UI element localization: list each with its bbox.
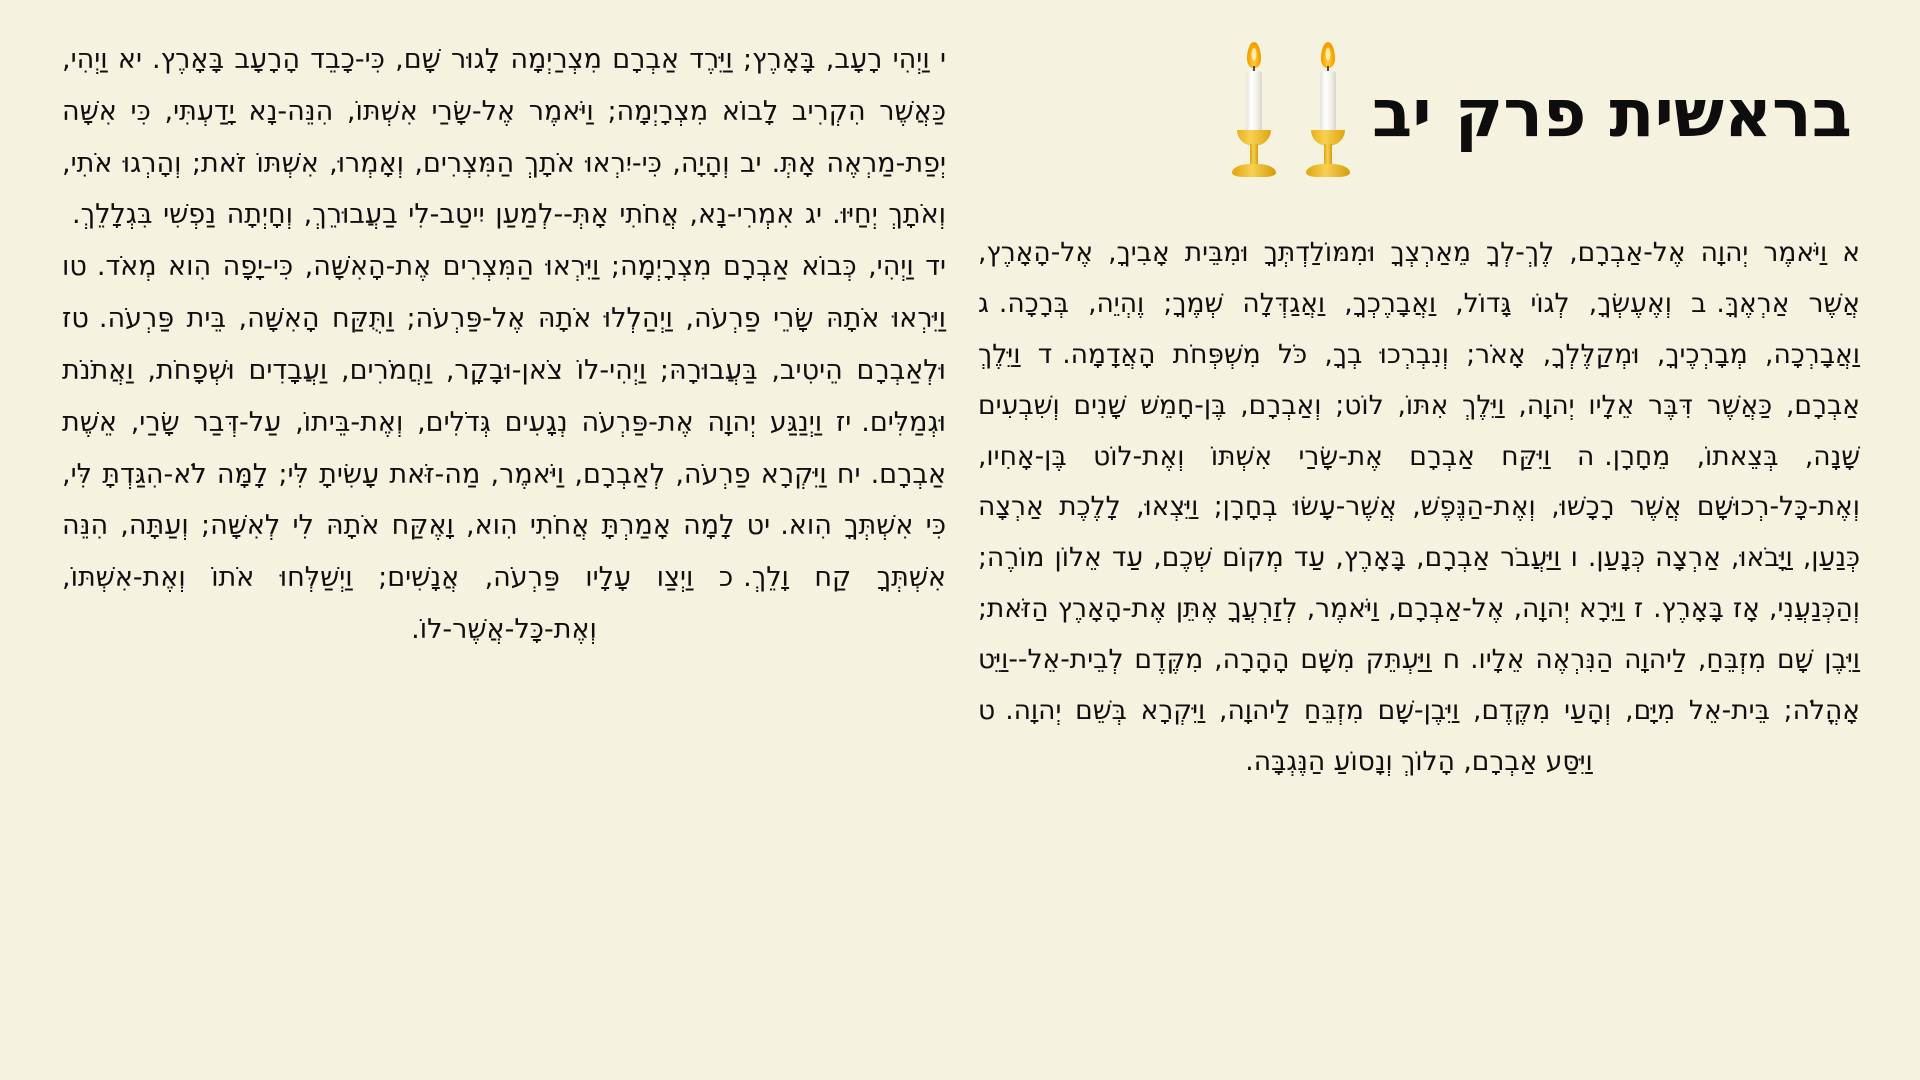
verse-number: ה <box>1576 440 1595 472</box>
page-title: בראשית פרק יב <box>1372 74 1852 152</box>
candle-holder-stem-icon <box>1250 144 1258 166</box>
verses-right <box>978 228 1860 788</box>
verse-text: וַיִּקַּח אַבְרָם אֶת-שָׂרַי אִשְׁתּוֹ וְאֶת-לוֹט בֶּן-אָחִיו, וְאֶת-כָּל-רְכוּשָׁם אֲשֶׁר רָכָשׁוּ, וְאֶת-הַנֶּפֶשׁ, אֲשֶׁר-עָשׂוּ בְחָרָן; וַיֵּצְאוּ, לָלֶכֶת אַרְצָה כְּנַעַן, וַיָּבֹאוּ, אַרְצָה כְּנָעַן. <box>978 440 1860 574</box>
verse-text: וַיְהִי רָעָב, בָּאָרֶץ; וַיֵּרֶד אַבְרָם מִצְרַיְמָה לָגוּר שָׁם, כִּי-כָבֵד הָרָעָב בָּאָרֶץ. <box>152 44 930 75</box>
verse-separator <box>1460 635 1470 686</box>
verse-number: כ <box>718 562 734 594</box>
verse-number: טז <box>62 303 89 335</box>
verse-text: וַיְנַגַּע יְהוָה אֶת-פַּרְעֹה נְגָעִים גְּדֹלִים, וְאֶת-בֵּיתוֹ, עַל-דְּבַר שָׂרַי, אֵשֶׁת אַבְרָם. <box>62 406 946 490</box>
verse-number: ב <box>1691 287 1707 319</box>
verse-separator <box>861 449 871 501</box>
candle-stick-icon <box>1320 71 1336 133</box>
verse-number: יב <box>739 147 762 179</box>
verse-text: וַיִּקְרָא פַרְעֹה, לְאַבְרָם, וַיֹּאמֶר, מַה-זֹּאת עָשִׂיתָ לִּי; לָמָּה לֹא-הִגַּדְתָּ לִּי, כִּי אִשְׁתְּךָ הִוא. <box>62 458 946 542</box>
verse-text: אִמְרִי-נָא, אֲחֹתִי אָתְּ--לְמַעַן יִיטַב-לִי בַעֲבוּרֵךְ, וְחָיְתָה נַפְשִׁי בִּגְלָלֵךְ. <box>72 199 795 231</box>
verse-separator <box>733 552 743 604</box>
verse-separator <box>1706 279 1716 330</box>
document-header <box>978 34 1860 194</box>
column-right <box>960 34 1880 788</box>
verse-text: וַיַּעֲבֹר אַבְרָם, בָּאָרֶץ, עַד מְקוֹם שְׁכֶם, עַד אֵלוֹן מוֹרֶה; וְהַכְּנַעֲנִי, אָז בָּאָרֶץ. <box>978 542 1860 625</box>
verse-number: יג <box>804 199 823 231</box>
candle-holder-base-icon <box>1306 164 1350 177</box>
candle-holder-base-icon <box>1232 164 1276 177</box>
verse-separator <box>87 241 97 293</box>
verse-text: וַיֵּרָא יְהוָה, אֶל-אַבְרָם, וַיֹּאמֶר, לְזַרְעֲךָ אֶתֵּן אֶת-הָאָרֶץ הַזֹּאת; וַיִּבֶן שָׁם מִזְבֵּחַ, לַיהוָה הַנִּרְאֶה אֵלָיו. <box>978 593 1860 675</box>
verse-number: א <box>1842 237 1860 268</box>
verse-text: לָמָה אָמַרְתָּ אֲחֹתִי הִוא, וָאֶקַּח אֹתָהּ לִי לְאִשָּׁה; וְעַתָּה, הִנֵּה אִשְׁתְּךָ קַח וָלֵךְ. <box>62 510 946 594</box>
verse-text: וַיֹּאמֶר יְהוָה אֶל-אַבְרָם, לֶךְ-לְךָ מֵאַרְצְךָ וּמִמּוֹלַדְתְּךָ וּמִבֵּית אָבִיךָ, אֶל-הָאָרֶץ, אֲשֶׁר אַרְאֶךָּ. <box>978 237 1860 319</box>
verse-text: וַיִּרְאוּ אֹתָהּ שָׂרֵי פַרְעֹה, וַיְהַלְלוּ אֹתָהּ אֶל-פַּרְעֹה; וַתֻּקַּח הָאִשָּׁה, בֵּית פַּרְעֹה. <box>98 303 946 335</box>
verse-separator <box>762 138 772 190</box>
candle-flame-icon <box>1321 42 1335 68</box>
verse-separator <box>62 189 72 241</box>
verse-separator <box>822 189 832 241</box>
verse-number: ו <box>1570 542 1578 574</box>
candle-stick-icon <box>1246 71 1262 133</box>
verse-separator <box>995 686 1005 737</box>
verse-number: יד <box>925 251 946 283</box>
verse-separator <box>989 279 999 330</box>
shabbat-candle-icon <box>1302 42 1354 182</box>
verse-number: ד <box>1037 338 1053 370</box>
verse-number: י <box>939 44 946 75</box>
verse-number: יא <box>117 44 143 75</box>
verse-text: וַיְצַו עָלָיו פַּרְעֹה, אֲנָשִׁים; וַיְשַׁלְּחוּ אֹתוֹ וְאֶת-אִשְׁתּוֹ, וְאֶת-כָּל-אֲשֶׁר-לוֹ. <box>62 562 694 646</box>
verse-text: וּלְאַבְרָם הֵיטִיב, בַּעֲבוּרָהּ; וַיְהִי-לוֹ צֹאן-וּבָקָר, וַחֲמֹרִים, וַעֲבָדִים וּשְׁפָחֹת, וַאֲתֹנֹת וּגְמַלִּים. <box>62 354 946 438</box>
verse-separator <box>1052 330 1062 381</box>
verse-separator <box>89 293 99 345</box>
verse-separator <box>851 397 861 449</box>
verse-text: וַיִּסַּע אַבְרָם, הָלוֹךְ וְנָסוֹעַ הַנֶּגְבָּה. <box>1245 745 1593 777</box>
candle-flame-icon <box>1247 42 1261 68</box>
verse-separator <box>142 34 152 86</box>
verse-separator <box>1594 432 1604 483</box>
verse-separator <box>1578 533 1588 584</box>
candles-decoration <box>1228 42 1354 182</box>
verse-separator <box>770 500 780 552</box>
verse-text: וַיְהִי, כְּבוֹא אַבְרָם מִצְרָיְמָה; וַיִּרְאוּ הַמִּצְרִים אֶת-הָאִשָּׁה, כִּי-יָפָה הִוא מְאֹד. <box>96 251 914 283</box>
verse-text: וַאֲבָרְכָה, מְבָרְכֶיךָ, וּמְקַלֶּלְךָ, אָאֹר; וְנִבְרְכוּ בְךָ, כֹּל מִשְׁפְּחֹת הָאֲדָמָה. <box>1062 338 1860 370</box>
verse-number: יט <box>746 510 771 542</box>
verse-number: יז <box>835 406 852 438</box>
verse-separator <box>1643 584 1653 635</box>
verse-text: וַיְהִי, כַּאֲשֶׁר הִקְרִיב לָבוֹא מִצְרָיְמָה; וַיֹּאמֶר אֶל-שָׂרַי אִשְׁתּוֹ, הִנֵּה-נָא יָדַעְתִּי, כִּי אִשָּׁה יְפַת-מַרְאֶה אָתְּ. <box>62 44 946 179</box>
verse-number: ט <box>978 694 996 726</box>
column-left <box>40 34 960 656</box>
candle-holder-stem-icon <box>1324 144 1332 166</box>
verse-number: ג <box>978 287 989 319</box>
verses-left <box>62 34 946 656</box>
verse-number: ח <box>1442 644 1461 675</box>
verse-text: וַיַּעְתֵּק מִשָּׁם הָהָרָה, מִקֶּדֶם לְבֵית-אֵל--וַיֵּט אָהֳלֹה; בֵּית-אֵל מִיָּם, וְהָעַי מִקֶּדֶם, וַיִּבֶן-שָׁם מִזְבֵּחַ לַיהוָה, וַיִּקְרָא בְּשֵׁם יְהוָה. <box>978 644 1860 726</box>
verse-text: וַיֵּלֶךְ אַבְרָם, כַּאֲשֶׁר דִּבֶּר אֵלָיו יְהוָה, וַיֵּלֶךְ אִתּוֹ, לוֹט; וְאַבְרָם, בֶּן-חָמֵשׁ שָׁנִים וְשִׁבְעִים שָׁנָה, בְּצֵאתוֹ, מֵחָרָן. <box>978 338 1860 472</box>
verse-text: וְאֶעֶשְׂךָ, לְגוֹי גָּדוֹל, וַאֲבָרֶכְךָ, וַאֲגַדְּלָה שְׁמֶךָ; וֶהְיֵה, בְּרָכָה. <box>998 287 1672 319</box>
verse-number: יח <box>836 458 861 490</box>
verse-number: טו <box>62 251 87 283</box>
shabbat-candle-icon <box>1228 42 1280 182</box>
verse-text: וְהָיָה, כִּי-יִרְאוּ אֹתָךְ הַמִּצְרִים, וְאָמְרוּ, אִשְׁתּוֹ זֹאת; וְהָרְגוּ אֹתִי, וְאֹתָךְ יְחַיּוּ. <box>62 147 947 231</box>
verse-number: ז <box>1633 593 1644 625</box>
